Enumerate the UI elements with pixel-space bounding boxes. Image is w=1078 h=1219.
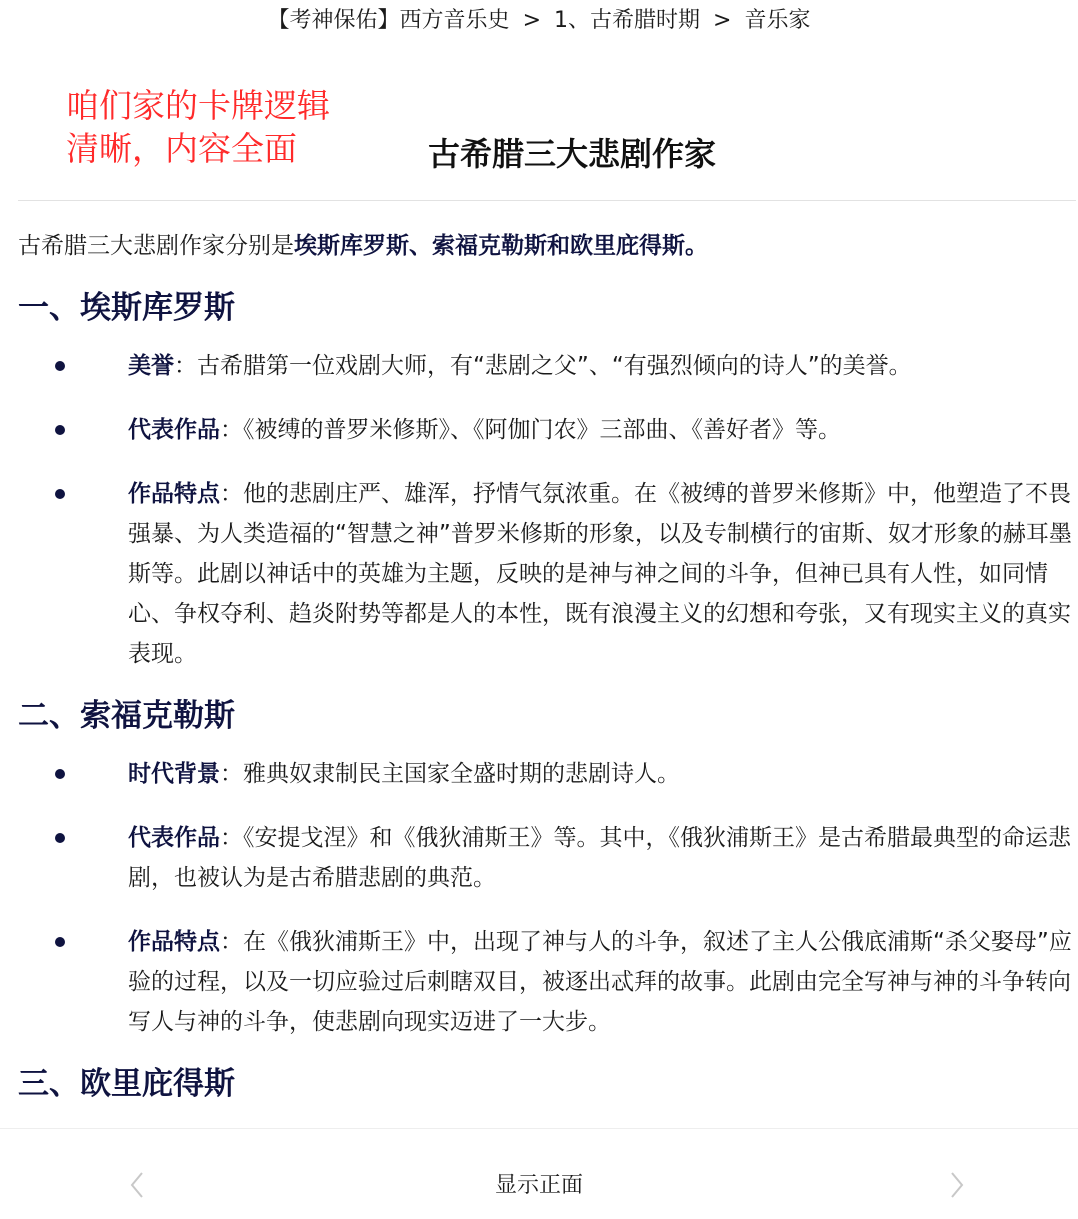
breadcrumb <box>0 4 1078 38</box>
item-key: 作品特点 <box>128 481 220 507</box>
section-list <box>18 346 1078 674</box>
list-item <box>18 818 1078 898</box>
chevron-right-icon <box>940 1165 974 1205</box>
bullet-icon <box>55 833 65 843</box>
list-item <box>18 346 1078 386</box>
breadcrumb-separator: > <box>713 8 732 33</box>
breadcrumb-chapter[interactable]: 1、古希腊时期 <box>554 8 700 33</box>
intro-paragraph <box>18 226 1078 266</box>
intro-bold: 埃斯库罗斯、索福克勒斯和欧里庇得斯。 <box>294 233 708 259</box>
promo-text <box>66 84 330 170</box>
promo-line-2: 清晰，内容全面 <box>66 129 297 168</box>
bullet-icon <box>55 361 65 371</box>
card-footer <box>0 1128 1078 1219</box>
item-text: ：《安提戈涅》和《俄狄浦斯王》等。其中，《俄狄浦斯王》是古希腊最典型的命运悲剧，也被认为是古希腊悲剧的典范。 <box>128 825 1071 891</box>
bullet-icon <box>55 937 65 947</box>
list-item <box>18 410 1078 450</box>
breadcrumb-separator: > <box>522 8 541 33</box>
section-heading: 一、埃斯库罗斯 <box>18 290 235 326</box>
list-item <box>18 922 1078 1042</box>
list-item <box>18 754 1078 794</box>
title-divider <box>18 200 1076 201</box>
item-key: 美誉 <box>128 353 174 379</box>
card-title: 古希腊三大悲剧作家 <box>427 135 716 173</box>
item-key: 时代背景 <box>128 761 220 787</box>
item-key: 作品特点 <box>128 929 220 955</box>
item-text: ：雅典奴隶制民主国家全盛时期的悲剧诗人。 <box>220 761 680 787</box>
card-content[interactable] <box>18 214 1078 1128</box>
list-item <box>18 474 1078 674</box>
section-heading: 三、欧里庇得斯 <box>18 1066 235 1102</box>
show-front-button[interactable]: 显示正面 <box>494 1173 583 1198</box>
item-key: 代表作品 <box>128 825 220 851</box>
item-text: ：在《俄狄浦斯王》中，出现了神与人的斗争，叙述了主人公俄底浦斯“杀父娶母”应验的过程，以及一切应验过后刺瞎双目，被逐出忒拜的故事。此剧由完全写神与神的斗争转向写人与神的斗争，使悲剧向现实迈进了一大步。 <box>128 929 1072 1035</box>
section-list <box>18 754 1078 1042</box>
promo-line-1: 咱们家的卡牌逻辑 <box>66 86 330 125</box>
flip-card-area <box>0 1169 1078 1203</box>
section-heading: 二、索福克勒斯 <box>18 698 235 734</box>
item-text: ：他的悲剧庄严、雄浑，抒情气氛浓重。在《被缚的普罗米修斯》中，他塑造了不畏强暴、为人类造福的“智慧之神”普罗米修斯的形象，以及专制横行的宙斯、奴才形象的赫耳墨斯等。此剧以神话中的英雄为主题，反映的是神与神之间的斗争，但神已具有人性，如同情心、争权夺利、趋炎附势等都是人的本性，既有浪漫主义的幻想和夸张，又有现实主义的真实表现。 <box>128 481 1072 667</box>
item-text: ：《被缚的普罗米修斯》、《阿伽门农》三部曲、《善好者》等。 <box>220 417 841 443</box>
item-text: ：古希腊第一位戏剧大师，有“悲剧之父”、“有强烈倾向的诗人”的美誉。 <box>174 353 912 379</box>
breadcrumb-section[interactable]: 音乐家 <box>744 8 811 33</box>
bullet-icon <box>55 769 65 779</box>
item-key: 代表作品 <box>128 417 220 443</box>
bullet-icon <box>55 489 65 499</box>
breadcrumb-deck[interactable]: 【考神保佑】西方音乐史 <box>267 8 510 33</box>
bullet-icon <box>55 425 65 435</box>
intro-text: 古希腊三大悲剧作家分别是 <box>18 233 294 259</box>
next-card-button[interactable] <box>940 1165 974 1205</box>
